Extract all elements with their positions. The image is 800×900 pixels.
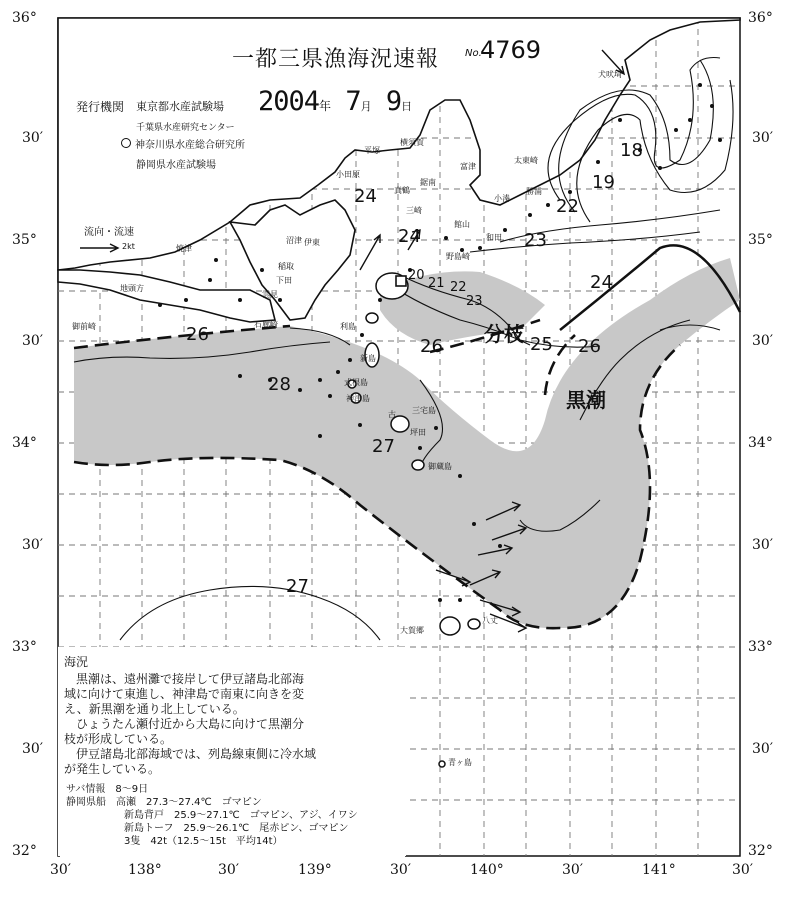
catch-fish: 尾赤ピン、ゴマピン (259, 823, 349, 834)
legend-label: 流向・流速 (84, 227, 134, 238)
lat-label-left: 36° (12, 10, 37, 26)
date-day-unit: 日 (401, 100, 412, 113)
catch-fish: ゴマピン、アジ、イワシ (249, 810, 358, 821)
place-name: 真鶴 (394, 186, 410, 195)
lon-label: 138° (128, 862, 162, 878)
place-name: 勝浦 (526, 187, 542, 196)
catch-summary: 3隻 42t（12.5～15t 平均14t） (124, 836, 283, 847)
temp-label: 24 (590, 272, 613, 293)
place-name: 焼津 (176, 244, 192, 253)
saba-info (66, 783, 405, 848)
lat-label-left: 30′ (22, 333, 43, 349)
lon-label: 30′ (390, 862, 411, 878)
catch-temp: 25.9～27.1℃ (174, 810, 240, 821)
place-name: 沼津 (286, 236, 302, 245)
place-name: 式根島 (344, 378, 368, 387)
place-name: 館山 (454, 220, 470, 229)
lat-label-right: 33° (748, 639, 773, 655)
temp-label: 23 (466, 294, 483, 309)
lat-label-left: 33° (12, 639, 37, 655)
saba-date: 8～9日 (115, 784, 149, 795)
lon-label: 30′ (218, 862, 239, 878)
org-kanagawa-label: 神奈川県水産総合研究所 (135, 140, 245, 151)
issue-number: 4769 (480, 36, 542, 64)
temp-label: 20 (408, 268, 425, 283)
temp-label: 27 (286, 576, 309, 597)
lat-label-right: 30′ (752, 537, 773, 553)
date-day: 9 (385, 86, 402, 117)
notes-line: え、新黒潮を通り北上している。 (64, 702, 245, 716)
place-name: 下田 (276, 276, 292, 285)
catch-place: 新島トーフ (124, 823, 174, 834)
notes-line: 伊豆諸島北部海域では、列島線東側に冷水域 (64, 747, 317, 761)
place-name: 伊東 (304, 238, 320, 247)
temp-label: 21 (428, 276, 445, 291)
temp-label: 18 (620, 140, 643, 161)
notes-line: 枝が形成している。 (64, 732, 173, 746)
org-shizuoka: 静岡県水産試験場 (136, 160, 216, 171)
lat-label-left: 30′ (22, 130, 43, 146)
lat-label-left: 35° (12, 232, 37, 248)
notes-panel (60, 649, 405, 861)
temp-label: 26 (578, 336, 601, 357)
place-name: 小湊 (494, 194, 510, 203)
catch-temp: 27.3～27.4℃ (146, 797, 212, 808)
lat-label-right: 30′ (752, 130, 773, 146)
temp-label: 22 (556, 196, 579, 217)
catch-fish: ゴマピン (221, 797, 262, 808)
place-name: 御前崎 (72, 322, 96, 331)
lat-label-right: 35° (748, 232, 773, 248)
temp-label: 24 (354, 186, 377, 207)
place-name: 坪田 (410, 428, 426, 437)
notes-line: 黒潮は、遠州灘で接岸して伊豆諸島北部海 (64, 672, 305, 686)
lat-label-left: 34° (12, 435, 37, 451)
bulletin-title: 一都三県漁海況速報 (232, 47, 440, 72)
kuroshio-label: 黒潮 (566, 388, 606, 412)
lat-label-left: 30′ (22, 537, 43, 553)
kanagawa-circle-icon (121, 138, 131, 148)
temp-label: 24 (398, 226, 421, 247)
temp-label: 23 (524, 230, 547, 251)
temp-label: 19 (592, 172, 615, 193)
boats-label: 静岡県船 (66, 797, 106, 808)
place-name: 古 (388, 410, 396, 419)
branch-label: 分枝 (484, 322, 524, 346)
lat-label-right: 30′ (752, 333, 773, 349)
place-name: 三崎 (406, 206, 422, 215)
place-name: 石廊崎 (254, 320, 278, 329)
legend-speed: 2kt (122, 242, 135, 251)
place-name: 青ヶ島 (448, 758, 472, 767)
place-name: 平塚 (364, 146, 380, 155)
place-name: 犬吠埼 (598, 70, 622, 79)
lat-label-right: 36° (748, 10, 773, 26)
publication-date (258, 86, 411, 117)
place-name: 鋸南 (420, 178, 436, 187)
place-name: 小田原 (336, 170, 360, 179)
catch-place: 新島背戸 (124, 810, 164, 821)
lon-label: 141° (642, 862, 676, 878)
lat-label-right: 34° (748, 435, 773, 451)
place-name: 新島 (360, 354, 376, 363)
lon-label: 139° (298, 862, 332, 878)
org-kanagawa (136, 136, 245, 151)
place-name: 地頭方 (120, 284, 144, 293)
publisher-label: 発行機関 (76, 100, 125, 114)
lat-label-right: 32° (748, 843, 773, 859)
date-month: 7 (345, 86, 361, 117)
org-tokyo: 東京都水産試験場 (136, 100, 224, 113)
catch-temp: 25.9～26.1℃ (183, 823, 250, 834)
lon-label: 140° (470, 862, 504, 878)
temp-label: 22 (450, 280, 467, 295)
date-month-unit: 月 (360, 100, 371, 113)
temp-label: 27 (372, 436, 395, 457)
cold-water-marker (396, 276, 406, 286)
temp-label: 28 (268, 374, 291, 395)
notes-line: が発生している。 (64, 762, 161, 776)
place-name: 太東崎 (514, 156, 538, 165)
date-year: 2004 (258, 86, 320, 117)
saba-label: サバ情報 (66, 784, 106, 795)
lat-label-right: 30′ (752, 741, 773, 757)
notes-line: 域に向けて東進し、神津島で南東に向きを変 (64, 687, 305, 701)
temp-label: 26 (186, 324, 209, 345)
lon-label: 30′ (50, 862, 71, 878)
place-name: 大賀郷 (400, 626, 424, 635)
place-name: 利島 (340, 322, 356, 331)
place-name: 富津 (460, 162, 476, 171)
lat-label-left: 30′ (22, 741, 43, 757)
place-name: 和田 (486, 233, 502, 242)
date-year-unit: 年 (319, 99, 331, 113)
org-chiba: 千葉県水産研究センター (136, 123, 235, 133)
notes-heading: 海況 (64, 655, 89, 669)
temp-label: 26 (420, 336, 443, 357)
place-name: 野島崎 (446, 252, 470, 261)
lon-label: 30′ (562, 862, 583, 878)
notes-line: ひょうたん瀬付近から大島に向けて黒潮分 (64, 717, 305, 731)
place-name: 神津島 (346, 394, 370, 403)
place-name: 雲見 (262, 290, 278, 299)
lon-label: 30′ (732, 862, 753, 878)
place-name: 八丈 (482, 616, 498, 625)
lat-label-left: 32° (12, 843, 37, 859)
catch-place: 高瀬 (116, 797, 136, 808)
place-name: 稲取 (278, 262, 294, 271)
place-name: 三宅島 (412, 406, 436, 415)
temp-label: 25 (530, 334, 553, 355)
place-name: 横須賀 (400, 138, 424, 147)
issue-number-label: No. (465, 48, 482, 59)
place-name: 御蔵島 (428, 462, 452, 471)
